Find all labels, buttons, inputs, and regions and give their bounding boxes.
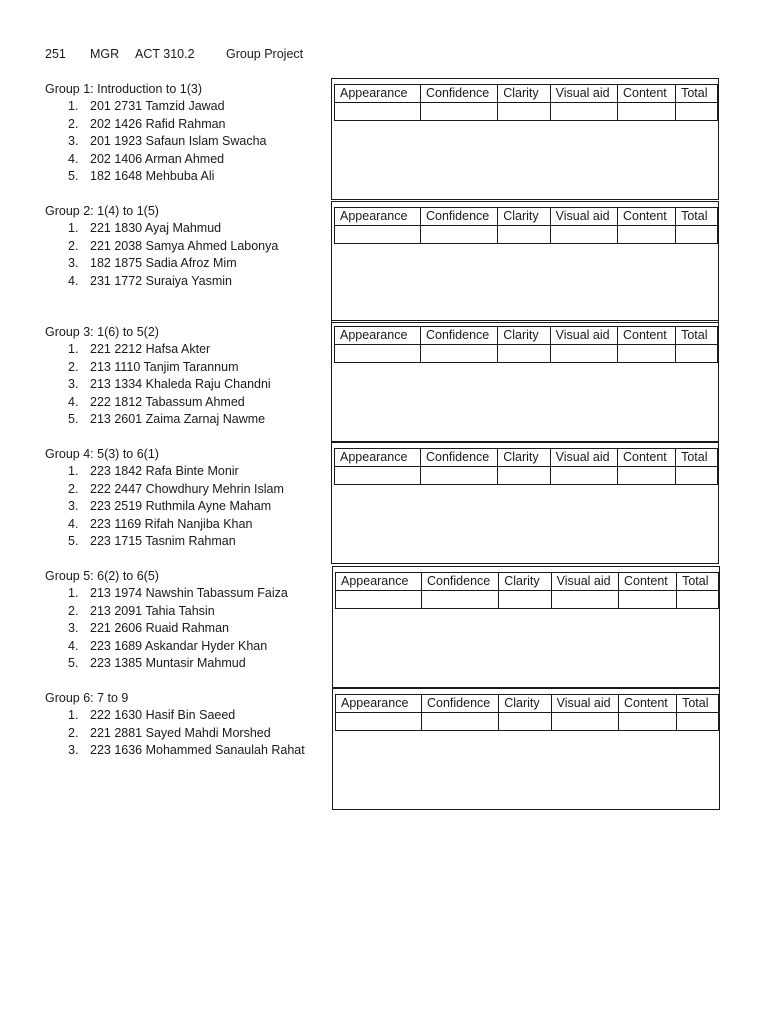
member-item: [45, 638, 330, 656]
member-number: 1.: [68, 221, 79, 235]
score-cell[interactable]: [676, 345, 718, 363]
member-number: 1.: [68, 99, 79, 113]
member-name: 222 2447 Chowdhury Mehrin Islam: [90, 481, 284, 496]
rubric-header-cell: Confidence: [421, 327, 498, 345]
member-item: [45, 620, 330, 638]
rubric-header-cell: Total: [676, 85, 718, 103]
member-number: 4.: [68, 151, 79, 166]
group-2: [45, 202, 330, 290]
score-cell[interactable]: [422, 713, 499, 731]
score-row: [336, 591, 719, 609]
member-item: [45, 655, 330, 673]
member-number: 3.: [68, 499, 79, 513]
group-3: [45, 323, 330, 429]
member-number: 3.: [68, 256, 79, 270]
rubric-header-cell: Visual aid: [550, 208, 617, 226]
rubric-header-cell: Content: [618, 208, 676, 226]
group-title: Group 4: 5(3) to 6(1): [45, 447, 159, 461]
score-cell[interactable]: [618, 226, 676, 244]
member-item: [45, 463, 330, 481]
member-item: [45, 516, 330, 534]
score-cell[interactable]: [421, 467, 498, 485]
rubric-header-cell: Clarity: [498, 85, 550, 103]
score-cell[interactable]: [676, 467, 718, 485]
score-cell[interactable]: [550, 467, 617, 485]
rubric-header-cell: Content: [619, 695, 677, 713]
rubric-header-cell: Confidence: [422, 573, 499, 591]
score-cell[interactable]: [498, 226, 550, 244]
member-number: 4.: [68, 273, 79, 288]
member-name: 222 1630 Hasif Bin Saeed: [90, 708, 236, 722]
rubric-header-cell: Total: [677, 573, 719, 591]
rubric-header-cell: Appearance: [335, 208, 421, 226]
score-cell[interactable]: [421, 345, 498, 363]
member-name: 223 2519 Ruthmila Ayne Maham: [90, 499, 272, 513]
score-row: [335, 226, 718, 244]
score-cell[interactable]: [499, 591, 551, 609]
evaluation-box: [332, 566, 720, 688]
member-item: [45, 220, 330, 238]
member-number: 4.: [68, 394, 79, 409]
member-name: 231 1772 Suraiya Yasmin: [90, 273, 232, 288]
rubric-header-cell: Content: [618, 449, 676, 467]
rubric-header-row: [335, 208, 718, 226]
score-cell[interactable]: [499, 713, 551, 731]
member-name: 221 2606 Ruaid Rahman: [90, 621, 229, 635]
evaluation-box: [331, 442, 719, 564]
rubric-header-cell: Content: [618, 85, 676, 103]
evaluation-box: [331, 320, 719, 442]
member-item: [45, 394, 330, 412]
member-item: [45, 411, 330, 429]
member-number: 3.: [68, 743, 79, 757]
score-row: [335, 467, 718, 485]
rubric-header-cell: Visual aid: [551, 573, 618, 591]
score-cell[interactable]: [498, 345, 550, 363]
rubric-header-cell: Confidence: [422, 695, 499, 713]
group-title: Group 1: Introduction to 1(3): [45, 82, 203, 96]
member-item: [45, 255, 330, 273]
rubric-table: [334, 207, 718, 244]
member-name: 213 2091 Tahia Tahsin: [90, 603, 215, 618]
member-name: 221 1830 Ayaj Mahmud: [90, 221, 222, 235]
member-number: 2.: [68, 725, 79, 740]
member-name: 213 1110 Tanjim Tarannum: [90, 359, 239, 374]
rubric-header-cell: Appearance: [335, 449, 421, 467]
member-item: [45, 603, 330, 621]
member-number: 2.: [68, 359, 79, 374]
rubric-header-cell: Total: [676, 327, 718, 345]
rubric-header-cell: Appearance: [335, 327, 421, 345]
member-item: [45, 133, 330, 151]
member-number: 1.: [68, 464, 79, 478]
member-name: 213 2601 Zaima Zarnaj Nawme: [90, 412, 266, 426]
score-cell[interactable]: [618, 103, 676, 121]
rubric-header-row: [336, 695, 719, 713]
member-number: 1.: [68, 586, 79, 600]
group-4: [45, 445, 330, 551]
member-number: 3.: [68, 621, 79, 635]
member-item: [45, 498, 330, 516]
rubric-header-cell: Content: [619, 573, 677, 591]
rubric-header-cell: Clarity: [499, 573, 551, 591]
member-item: [45, 273, 330, 291]
rubric-table: [335, 572, 719, 609]
group-title: Group 5: 6(2) to 6(5): [45, 569, 159, 583]
group-title: Group 3: 1(6) to 5(2): [45, 325, 159, 339]
member-number: 3.: [68, 377, 79, 391]
rubric-header-cell: Total: [676, 449, 718, 467]
member-name: 202 1426 Rafid Rahman: [90, 116, 226, 131]
rubric-header-row: [335, 449, 718, 467]
member-item: [45, 533, 330, 551]
member-number: 5.: [68, 412, 79, 426]
member-number: 2.: [68, 238, 79, 253]
score-cell[interactable]: [550, 345, 617, 363]
rubric-header-cell: Clarity: [498, 449, 550, 467]
score-cell[interactable]: [336, 713, 422, 731]
member-item: [45, 168, 330, 186]
evaluation-box: [331, 78, 719, 200]
rubric-table: [334, 448, 718, 485]
member-item: [45, 707, 330, 725]
score-cell[interactable]: [676, 226, 718, 244]
rubric-header-row: [335, 85, 718, 103]
member-name: 213 1974 Nawshin Tabassum Faiza: [90, 586, 288, 600]
score-cell[interactable]: [551, 713, 618, 731]
group-title: Group 2: 1(4) to 1(5): [45, 204, 159, 218]
member-item: [45, 481, 330, 499]
score-cell[interactable]: [550, 226, 617, 244]
member-number: 2.: [68, 481, 79, 496]
rubric-header-cell: Visual aid: [550, 449, 617, 467]
member-item: [45, 341, 330, 359]
group-5: [45, 567, 330, 673]
score-cell[interactable]: [618, 345, 676, 363]
member-name: 221 2038 Samya Ahmed Labonya: [90, 238, 279, 253]
score-cell[interactable]: [421, 103, 498, 121]
member-number: 2.: [68, 603, 79, 618]
rubric-header-cell: Total: [677, 695, 719, 713]
department: MGR: [90, 47, 120, 61]
score-cell[interactable]: [335, 467, 421, 485]
course-number: 251: [45, 47, 66, 61]
score-row: [335, 345, 718, 363]
score-cell[interactable]: [335, 226, 421, 244]
rubric-header-cell: Clarity: [498, 327, 550, 345]
member-number: 5.: [68, 169, 79, 183]
score-cell[interactable]: [422, 591, 499, 609]
score-cell[interactable]: [619, 713, 677, 731]
member-number: 1.: [68, 708, 79, 722]
rubric-header-cell: Appearance: [336, 573, 422, 591]
member-name: 223 1636 Mohammed Sanaulah Rahat: [90, 743, 305, 757]
evaluation-box: [331, 201, 719, 323]
score-row: [336, 713, 719, 731]
member-name: 221 2881 Sayed Mahdi Morshed: [90, 725, 271, 740]
member-item: [45, 725, 330, 743]
rubric-header-cell: Clarity: [499, 695, 551, 713]
member-name: 223 1385 Muntasir Mahmud: [90, 656, 246, 670]
rubric-header-cell: Clarity: [498, 208, 550, 226]
evaluation-box: [332, 688, 720, 810]
score-cell[interactable]: [677, 713, 719, 731]
score-cell[interactable]: [677, 591, 719, 609]
group-6: [45, 689, 330, 760]
member-item: [45, 238, 330, 256]
member-name: 222 1812 Tabassum Ahmed: [90, 394, 245, 409]
member-item: [45, 116, 330, 134]
rubric-header-cell: Confidence: [421, 85, 498, 103]
member-item: [45, 742, 330, 760]
member-name: 182 1648 Mehbuba Ali: [90, 169, 215, 183]
member-item: [45, 376, 330, 394]
member-name: 223 1689 Askandar Hyder Khan: [90, 638, 268, 653]
member-number: 5.: [68, 534, 79, 548]
rubric-header-cell: Confidence: [421, 449, 498, 467]
rubric-header-cell: Content: [618, 327, 676, 345]
group-1: [45, 80, 330, 186]
member-item: [45, 359, 330, 377]
score-cell[interactable]: [335, 345, 421, 363]
course-code: ACT 310.2: [135, 47, 195, 61]
document-title: Group Project: [226, 47, 304, 61]
score-cell[interactable]: [619, 591, 677, 609]
rubric-table: [335, 694, 719, 731]
rubric-header-cell: Appearance: [335, 85, 421, 103]
member-name: 202 1406 Arman Ahmed: [90, 151, 225, 166]
member-name: 223 1715 Tasnim Rahman: [90, 534, 236, 548]
rubric-header-row: [335, 327, 718, 345]
score-cell[interactable]: [550, 103, 617, 121]
member-name: 201 1923 Safaun Islam Swacha: [90, 134, 267, 148]
rubric-header-cell: Visual aid: [550, 327, 617, 345]
score-cell[interactable]: [618, 467, 676, 485]
member-name: 182 1875 Sadia Afroz Mim: [90, 256, 237, 270]
score-cell[interactable]: [336, 591, 422, 609]
score-cell[interactable]: [498, 467, 550, 485]
score-cell[interactable]: [551, 591, 618, 609]
member-number: 3.: [68, 134, 79, 148]
score-cell[interactable]: [498, 103, 550, 121]
score-cell[interactable]: [335, 103, 421, 121]
member-name: 223 1842 Rafa Binte Monir: [90, 464, 239, 478]
member-number: 2.: [68, 116, 79, 131]
member-number: 4.: [68, 516, 79, 531]
score-row: [335, 103, 718, 121]
group-title: Group 6: 7 to 9: [45, 691, 129, 705]
member-number: 5.: [68, 656, 79, 670]
member-name: 201 2731 Tamzid Jawad: [90, 99, 225, 113]
member-number: 1.: [68, 342, 79, 356]
rubric-header-cell: Total: [676, 208, 718, 226]
member-item: [45, 98, 330, 116]
member-number: 4.: [68, 638, 79, 653]
rubric-table: [334, 84, 718, 121]
rubric-header-row: [336, 573, 719, 591]
score-cell[interactable]: [676, 103, 718, 121]
rubric-table: [334, 326, 718, 363]
score-cell[interactable]: [421, 226, 498, 244]
member-name: 213 1334 Khaleda Raju Chandni: [90, 377, 271, 391]
rubric-header-cell: Visual aid: [551, 695, 618, 713]
rubric-header-cell: Confidence: [421, 208, 498, 226]
rubric-header-cell: Visual aid: [550, 85, 617, 103]
member-name: 223 1169 Rifah Nanjiba Khan: [90, 516, 253, 531]
rubric-header-cell: Appearance: [336, 695, 422, 713]
member-name: 221 2212 Hafsa Akter: [90, 342, 211, 356]
member-item: [45, 585, 330, 603]
member-item: [45, 151, 330, 169]
